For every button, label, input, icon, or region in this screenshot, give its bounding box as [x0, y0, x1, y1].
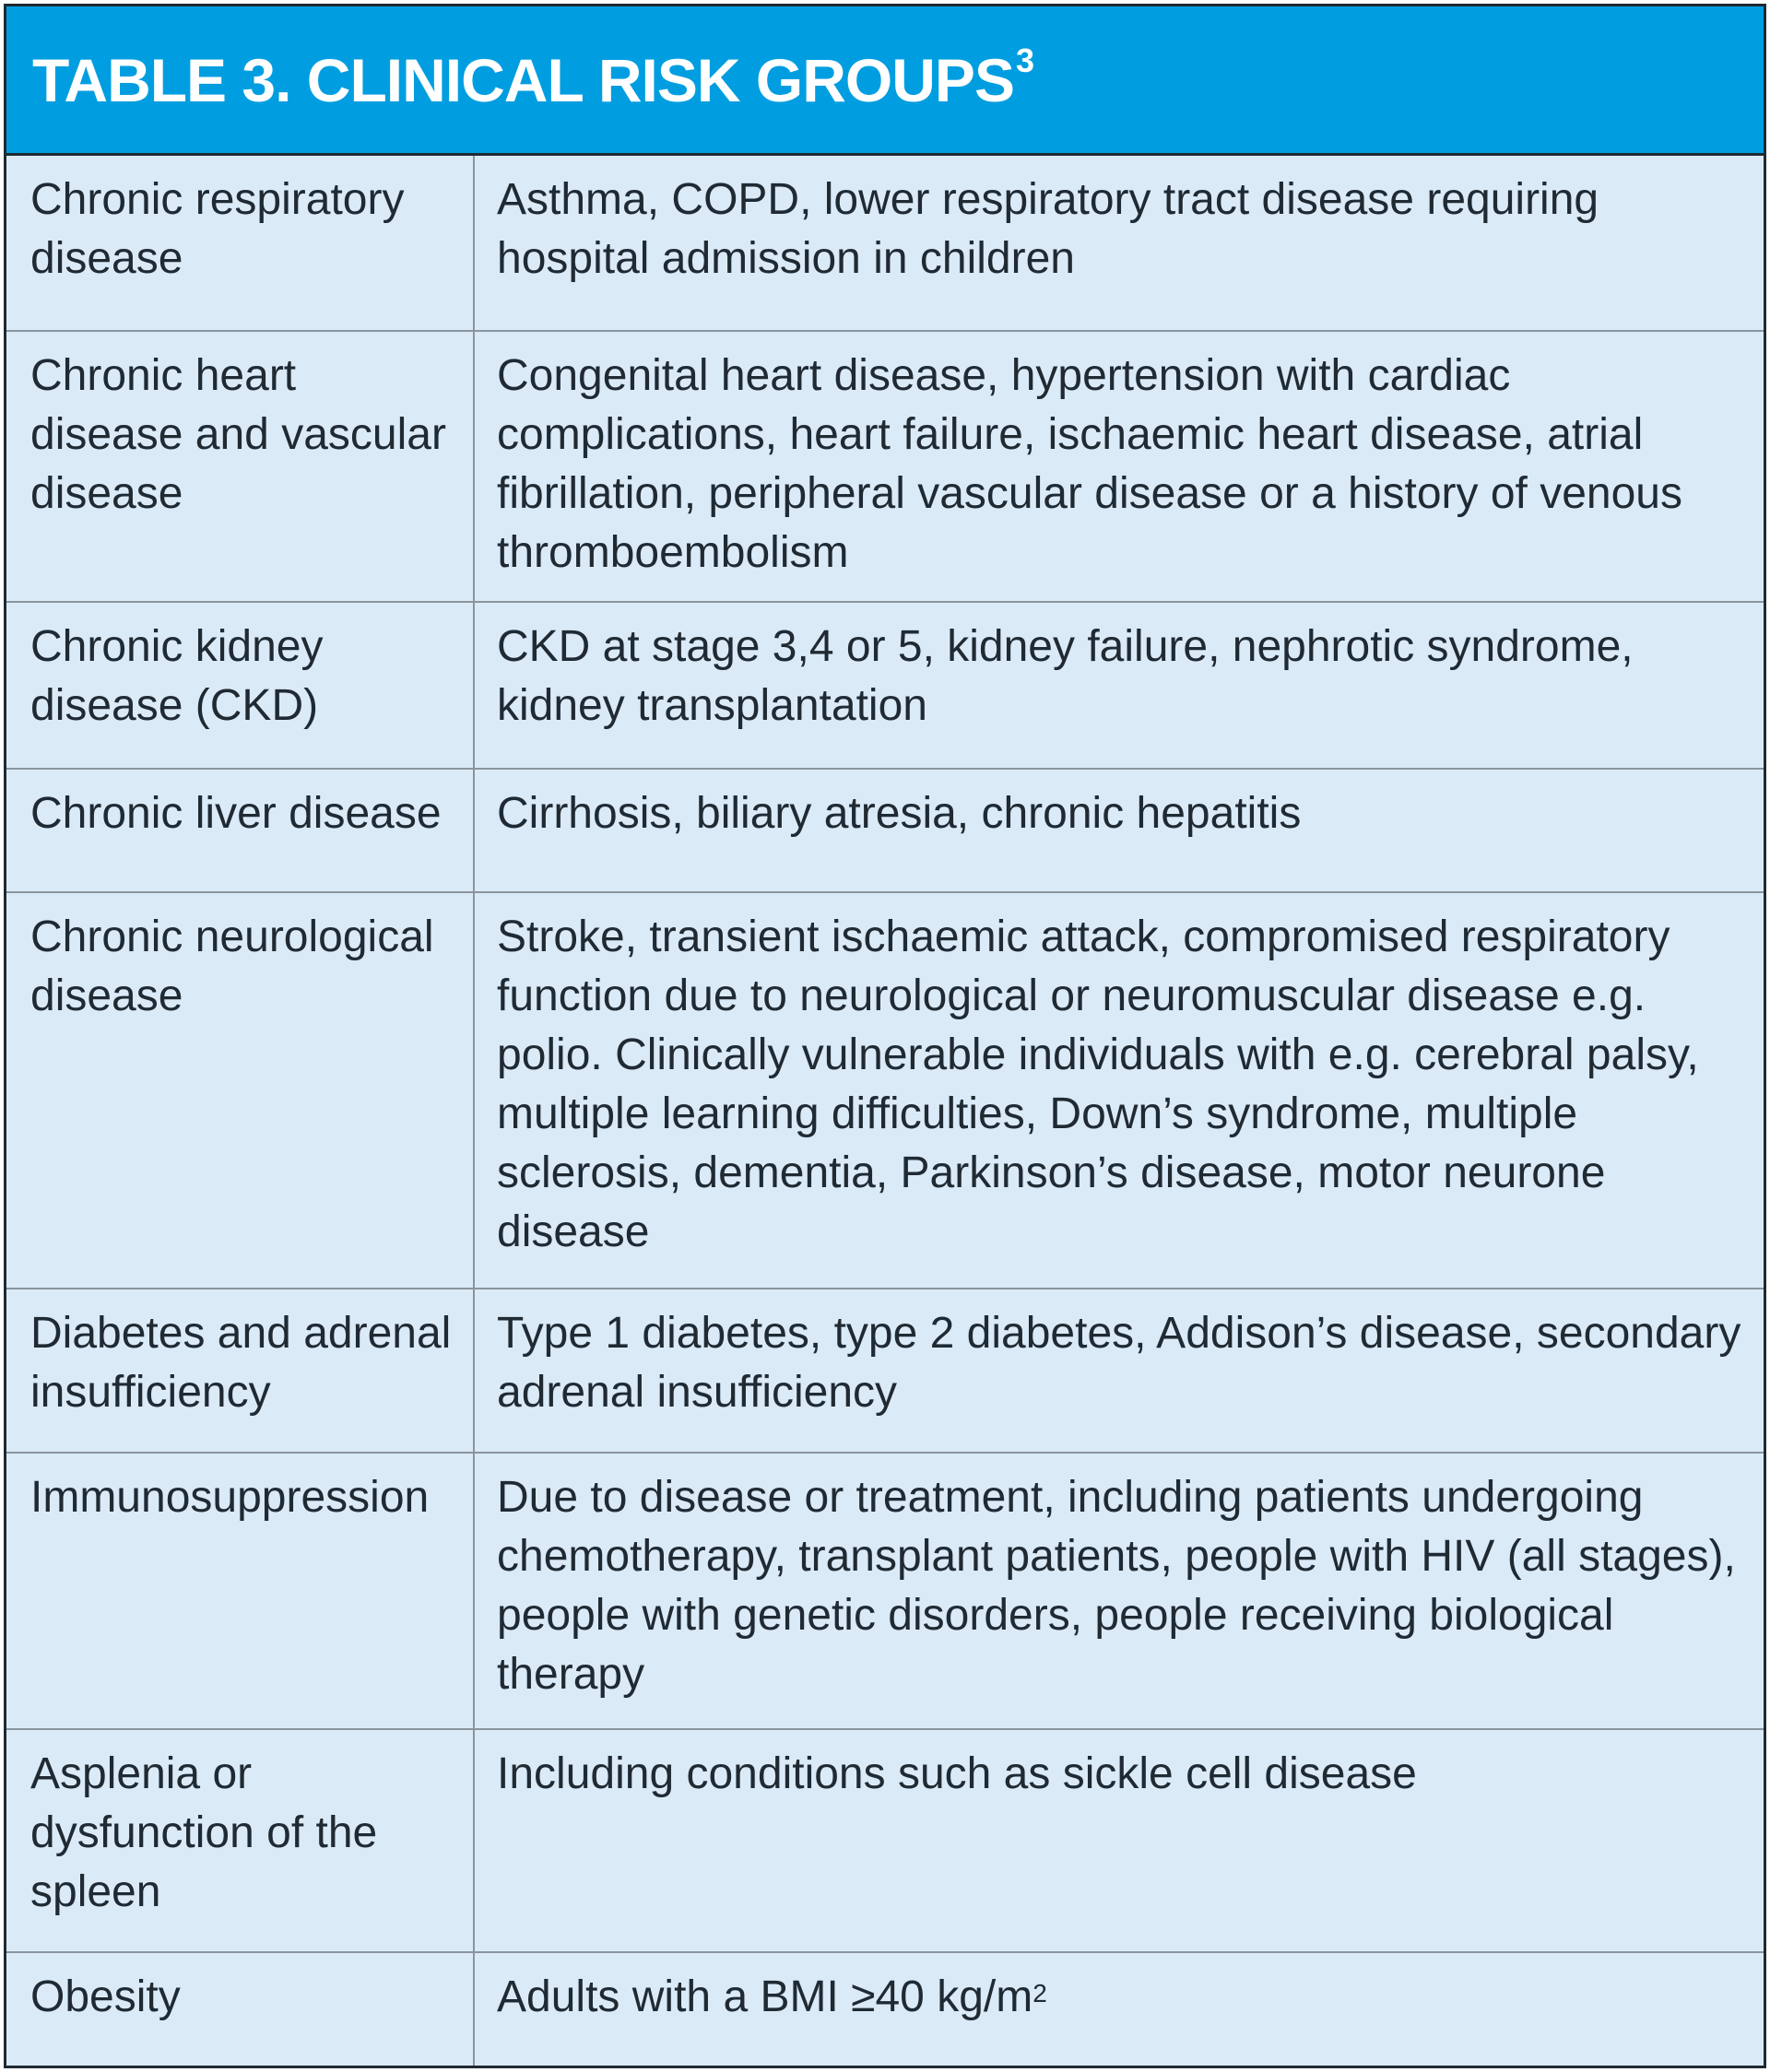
risk-group-cell: Obesity [6, 1953, 475, 2066]
risk-detail-cell: Cirrhosis, biliary atresia, chronic hepatitis [497, 789, 1302, 838]
table-row [6, 1953, 1764, 2066]
risk-detail-cell: Asthma, COPD, lower respiratory tract disease requiring hospital admission in children [497, 175, 1599, 283]
table-title-bar [6, 6, 1764, 156]
risk-group-cell: Diabetes and adrenal insufficiency [6, 1289, 475, 1452]
risk-detail-cell: Due to disease or treatment, including patients undergoing chemotherapy, transplant patients, people with HIV (all stages), people with genetic disorders, people receiving biological therapy [497, 1473, 1736, 1699]
risk-detail-cell: CKD at stage 3,4 or 5, kidney failure, nephrotic syndrome, kidney transplantation [497, 622, 1634, 730]
risk-detail-text: Adults with a BMI ≥40 kg/m [497, 1972, 1033, 2021]
table-body [6, 156, 1764, 2066]
risk-group-cell: Chronic liver disease [6, 770, 475, 891]
table-row [6, 1730, 1764, 1953]
table-row [6, 893, 1764, 1289]
risk-detail-cell: Type 1 diabetes, type 2 diabetes, Addison’s disease, secondary adrenal insufficiency [497, 1309, 1741, 1417]
table-row [6, 1454, 1764, 1730]
table-row [6, 332, 1764, 603]
unit-superscript: 2 [1032, 1979, 1047, 2007]
risk-group-cell: Chronic kidney disease (CKD) [6, 603, 475, 768]
risk-group-cell: Asplenia or dysfunction of the spleen [6, 1730, 475, 1951]
table-title: TABLE 3. CLINICAL RISK GROUPS$^3$ [32, 41, 1033, 114]
risk-detail-cell: Including conditions such as sickle cell disease [497, 1749, 1417, 1798]
title-reference-superscript: 3 [1015, 41, 1033, 79]
risk-group-cell: Chronic neurological disease [6, 893, 475, 1288]
table-row [6, 156, 1764, 332]
table-row [6, 770, 1764, 893]
table-row [6, 603, 1764, 770]
clinical-risk-groups-table [4, 4, 1766, 2068]
risk-group-cell: Chronic respiratory disease [6, 156, 475, 330]
risk-group-cell: Immunosuppression [6, 1454, 475, 1728]
table-row [6, 1289, 1764, 1454]
risk-detail-cell [475, 1953, 1764, 2066]
risk-group-cell: Chronic heart disease and vascular disease [6, 332, 475, 601]
risk-detail-cell: Stroke, transient ischaemic attack, compromised respiratory function due to neurological or neuromuscular disease e.g. polio. Clinically vulnerable individuals with e.g. cerebral palsy, multiple learning difficulties, Down’s syndrome, multiple sclerosis, dementia, Parkinson’s disease, motor neurone disease [497, 912, 1699, 1256]
risk-detail-cell: Congenital heart disease, hypertension with cardiac complications, heart failure, ischaemic heart disease, atrial fibrillation, peripheral vascular disease or a history of venous thromboembolism [497, 351, 1682, 577]
